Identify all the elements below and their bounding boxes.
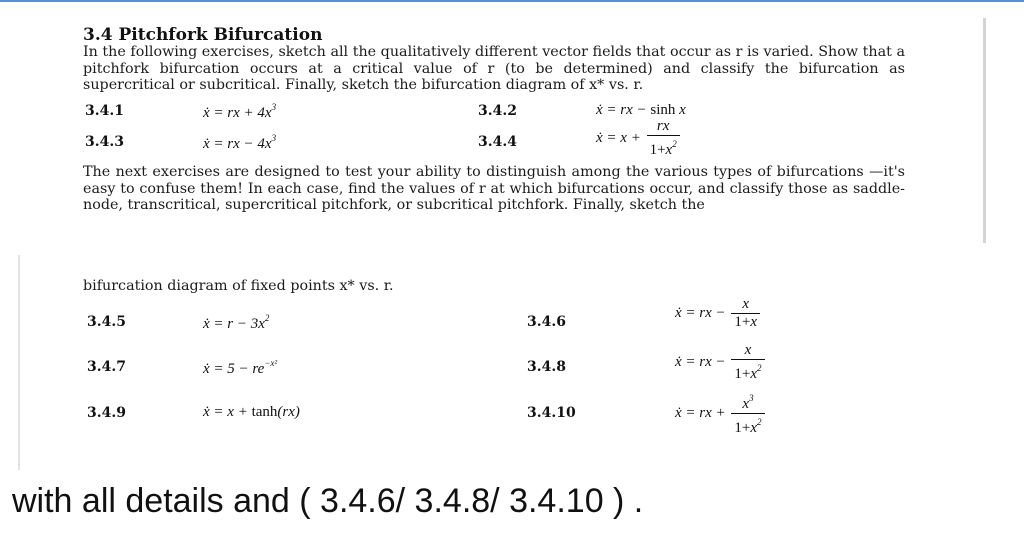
- next-paragraph: The next exercises are designed to test your ability to distinguish among the various types of bifurcations —it's easy to confuse them! In each case, find the values of r at which bifurcations occur, and classify those as saddle-node, transcritical, supercritical pitchfork, or subcritical pitchfork. Finally, sketch the: [83, 164, 905, 213]
- exercise-number: 3.4.7: [87, 359, 126, 375]
- exercise-number: 3.4.1: [85, 103, 124, 119]
- exercise-equation: ẋ = rx + $4x^3$: [203, 102, 277, 121]
- top-accent-rule: [0, 0, 1024, 2]
- exercise-number: 3.4.8: [527, 359, 566, 375]
- continued-paragraph: bifurcation diagram of fixed points x* vs. r.: [83, 278, 394, 294]
- exercise-equation: ẋ = x + tanh(rx): [203, 404, 300, 420]
- exercise-number: 3.4.4: [478, 134, 517, 150]
- exercise-equation: ẋ = rx + $\frac{x^3}{1+x^2}$: [675, 390, 765, 437]
- exercise-number: 3.4.2: [478, 103, 517, 119]
- section-title: 3.4 Pitchfork Bifurcation: [83, 25, 323, 45]
- exercise-number: 3.4.10: [527, 405, 576, 421]
- exercise-equation: ẋ = $5 - re^{-x^2}$: [203, 358, 278, 377]
- exercise-equation: ẋ = rx − $\frac{x}{1+x}$: [675, 296, 760, 331]
- exercise-equation: ẋ = rx − sinh x: [596, 102, 686, 118]
- exercise-equation: ẋ = $r - 3x^2$: [203, 313, 270, 332]
- exercise-number: 3.4.9: [87, 405, 126, 421]
- request-text: with all details and ( 3.4.6/ 3.4.8/ 3.4.10 ) .: [12, 482, 644, 520]
- exercise-number: 3.4.3: [85, 134, 124, 150]
- page-edge-divider: [18, 255, 20, 470]
- page-edge-divider: [983, 18, 986, 243]
- exercise-equation: ẋ = rx − $4x^3$: [203, 133, 277, 152]
- exercise-number: 3.4.6: [527, 314, 566, 330]
- exercise-number: 3.4.5: [87, 314, 126, 330]
- exercise-equation: ẋ = x + $\frac{rx}{1+x^2}$: [596, 118, 680, 159]
- intro-paragraph: In the following exercises, sketch all the qualitatively different vector fields that occur as r is varied. Show that a pitchfork bifurcation occurs at a critical value of r (to be determined) and classify the bifurcation as supercritical or subcritical. Finally, sketch the bifurcation diagram of x* vs. r.: [83, 44, 905, 93]
- exercise-equation: ẋ = rx − $\frac{x}{1+x^2}$: [675, 342, 765, 383]
